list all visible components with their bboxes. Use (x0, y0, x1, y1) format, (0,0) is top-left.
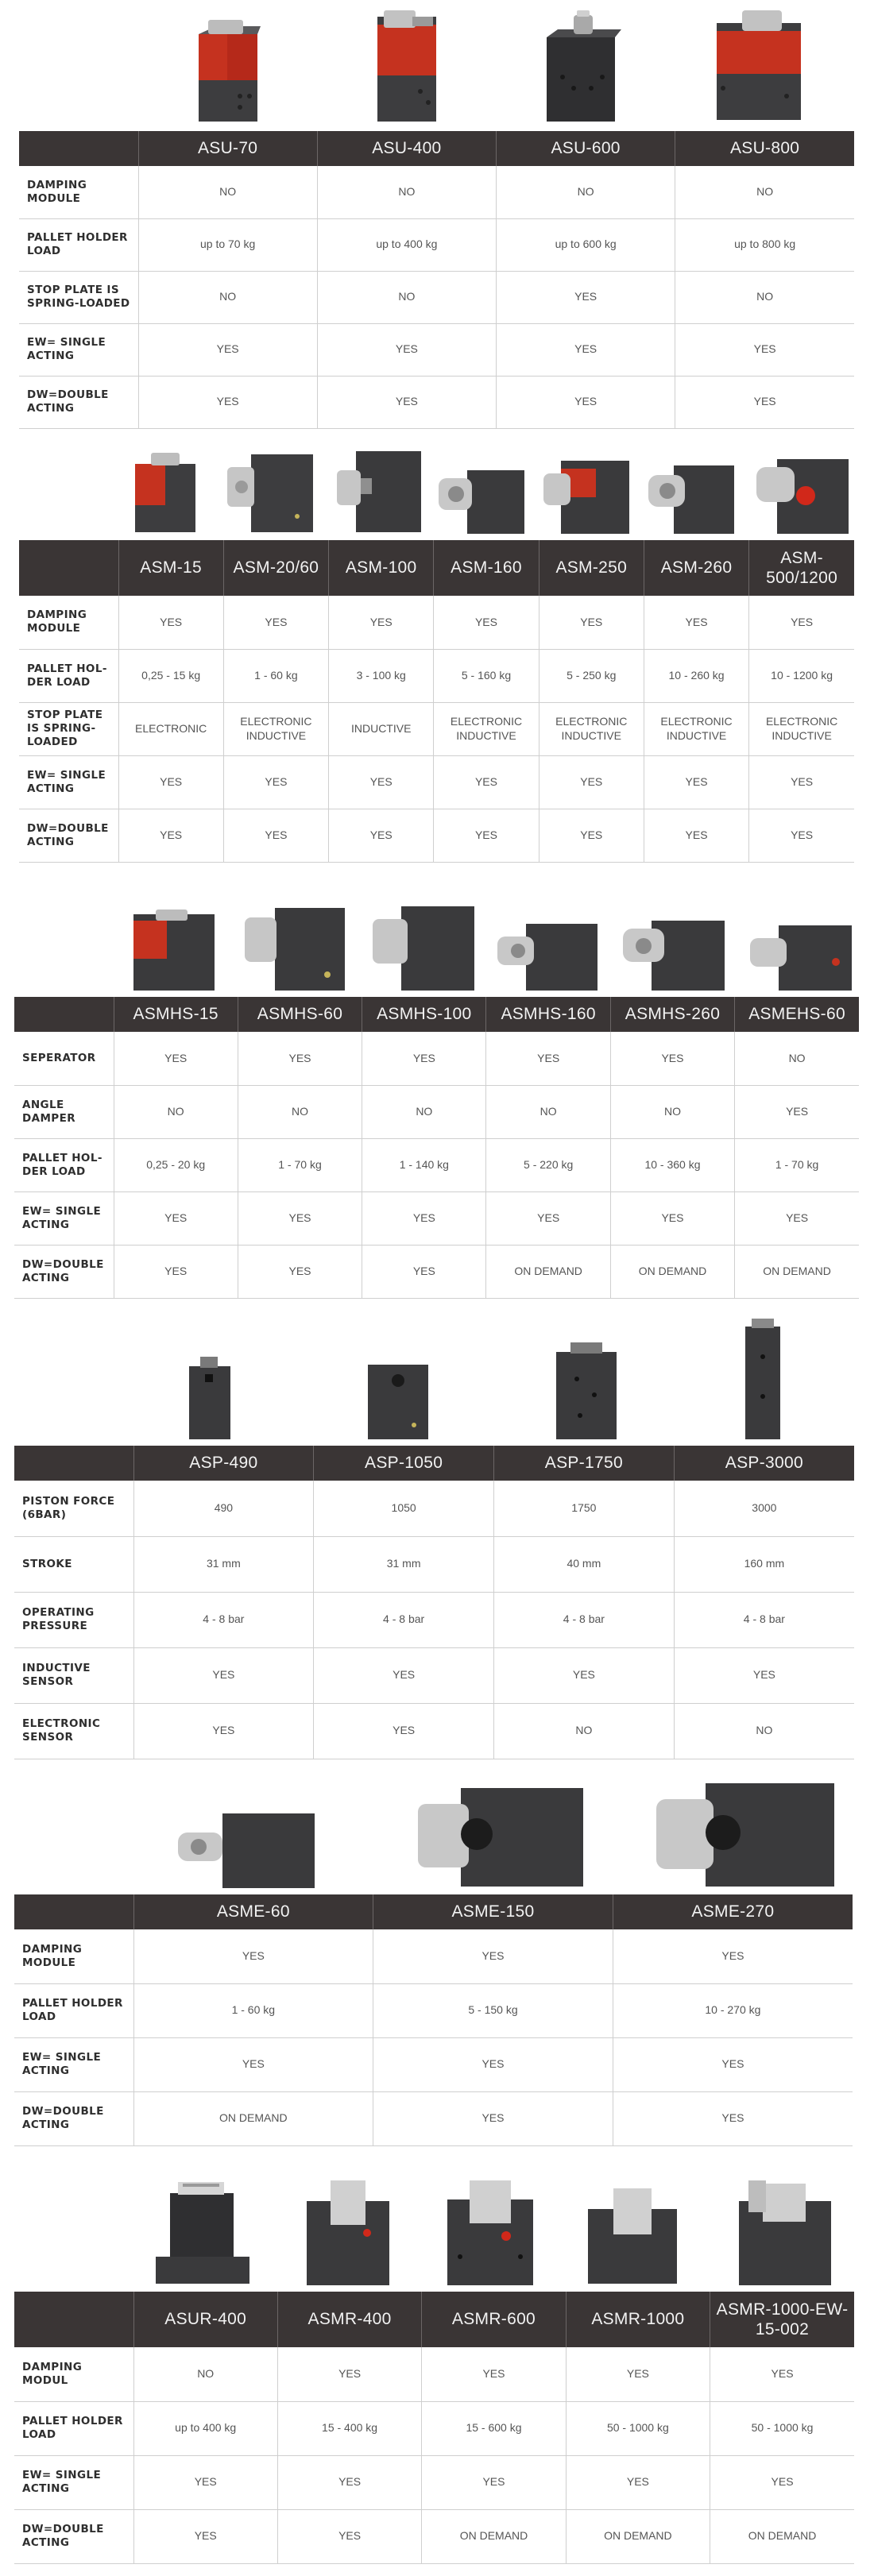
column-header: ASP-1750 (494, 1446, 675, 1481)
table-cell: up to 600 kg (497, 218, 675, 271)
product-images-asme (0, 1763, 874, 1894)
table-cell: 3 - 100 kg (329, 649, 434, 702)
product-image-asme-150 (413, 1782, 588, 1891)
product-image-asmhs-60 (240, 898, 348, 994)
table-cell: YES (133, 2455, 277, 2509)
table-cell: 5 - 220 kg (486, 1138, 610, 1191)
table-cell: 10 - 1200 kg (749, 649, 854, 702)
table-cell: YES (329, 809, 434, 862)
table-cell: up to 70 kg (138, 218, 317, 271)
table-cell: YES (277, 2455, 421, 2509)
column-header: ASME-150 (373, 1894, 613, 1929)
table-cell: YES (362, 1032, 486, 1085)
table-cell: YES (422, 2455, 566, 2509)
table-cell: YES (223, 596, 328, 649)
table-cell: 1 - 140 kg (362, 1138, 486, 1191)
table-cell: 15 - 600 kg (422, 2401, 566, 2455)
table-cell: YES (114, 1191, 238, 1245)
table-cell: 50 - 1000 kg (566, 2401, 710, 2455)
row-label: DW=DOUBLE ACTING (19, 376, 138, 428)
table-header-row (14, 2292, 854, 2347)
table-cell: ELECTRONIC INDUCTIVE (644, 702, 748, 755)
table-cell: YES (238, 1245, 362, 1298)
table-cell: YES (223, 809, 328, 862)
table-row (14, 2091, 853, 2145)
table-cell: NO (133, 2347, 277, 2401)
table-header-row (19, 131, 854, 166)
table-cell: NO (138, 166, 317, 218)
product-image-asm-250 (540, 450, 634, 537)
table-cell: 5 - 160 kg (434, 649, 539, 702)
product-image-asp-1050 (362, 1354, 433, 1442)
row-label: DW=DOUBLE ACTING (14, 2091, 133, 2145)
table-cell: YES (644, 809, 748, 862)
header-corner (14, 1894, 133, 1929)
column-header: ASMR-1000-EW-15-002 (710, 2292, 854, 2347)
table-cell: YES (133, 1929, 373, 1983)
table-cell: ON DEMAND (486, 1245, 610, 1298)
column-header: ASU-400 (317, 131, 496, 166)
table-cell: NO (317, 271, 496, 323)
table-cell: NO (317, 166, 496, 218)
table-row (19, 323, 854, 376)
table-cell: 40 mm (494, 1536, 675, 1592)
table-row (14, 1703, 854, 1759)
table-cell: YES (114, 1245, 238, 1298)
product-image-asmehs-60 (747, 914, 855, 994)
table-cell: 4 - 8 bar (314, 1592, 494, 1647)
product-image-asm-260 (645, 454, 739, 537)
table-cell: YES (644, 596, 748, 649)
table-cell: NO (674, 1703, 854, 1759)
column-header: ASUR-400 (133, 2292, 277, 2347)
product-image-asur-400 (151, 2177, 254, 2288)
table-cell: 490 (133, 1481, 314, 1536)
row-label: OPERATING PRESSURE (14, 1592, 133, 1647)
product-images-asp (0, 1319, 874, 1446)
table-cell: up to 400 kg (317, 218, 496, 271)
row-label: EW= SINGLE ACTING (14, 2037, 133, 2091)
table-header-row (14, 997, 859, 1032)
section-asp (0, 1319, 874, 1763)
column-header: ASP-490 (133, 1446, 314, 1481)
table-cell: YES (749, 755, 854, 809)
row-label: DW=DOUBLE ACTING (14, 2509, 133, 2563)
table-row (14, 1245, 859, 1298)
table-cell: YES (373, 1929, 613, 1983)
table-cell: YES (566, 2455, 710, 2509)
row-label: DAMPING MODUL (14, 2347, 133, 2401)
product-images-asu (0, 0, 874, 131)
table-cell: YES (610, 1191, 734, 1245)
table-row (14, 2509, 854, 2563)
column-header: ASMHS-160 (486, 997, 610, 1032)
column-header: ASMHS-60 (238, 997, 362, 1032)
product-image-asm-15 (127, 450, 207, 537)
table-cell: 1750 (494, 1481, 675, 1536)
product-image-asm-100 (332, 443, 426, 537)
row-label: STOP PLATE IS SPRING-LOADED (19, 271, 138, 323)
table-cell: NO (114, 1085, 238, 1138)
row-label: PALLET HOLDER LOAD (14, 2401, 133, 2455)
spec-table-asm (19, 540, 854, 863)
table-cell: YES (238, 1191, 362, 1245)
column-header: ASM-500/1200 (749, 540, 854, 596)
table-cell: 31 mm (314, 1536, 494, 1592)
product-image-asmr-400 (300, 2177, 396, 2288)
product-image-asmhs-100 (369, 898, 478, 994)
table-cell: YES (610, 1032, 734, 1085)
row-label: DAMPING MODULE (19, 596, 118, 649)
table-cell: ON DEMAND (610, 1245, 734, 1298)
table-cell: YES (133, 2037, 373, 2091)
table-cell: YES (735, 1191, 859, 1245)
table-cell: ELECTRONIC INDUCTIVE (539, 702, 644, 755)
header-corner (19, 540, 118, 596)
product-image-asm-20-60 (224, 443, 318, 537)
table-cell: NO (675, 271, 854, 323)
table-row (19, 376, 854, 428)
table-cell: 10 - 270 kg (613, 1983, 853, 2037)
table-cell: YES (314, 1647, 494, 1703)
column-header: ASMHS-15 (114, 997, 238, 1032)
table-cell: YES (539, 809, 644, 862)
column-header: ASME-270 (613, 1894, 853, 1929)
table-cell: YES (223, 755, 328, 809)
table-cell: YES (749, 596, 854, 649)
product-image-asu-400 (365, 9, 452, 128)
table-row (19, 166, 854, 218)
table-row (14, 1191, 859, 1245)
product-image-asp-490 (181, 1354, 237, 1442)
table-cell: YES (133, 1647, 314, 1703)
table-header-row (14, 1446, 854, 1481)
table-cell: YES (362, 1245, 486, 1298)
table-cell: YES (735, 1085, 859, 1138)
table-cell: YES (497, 323, 675, 376)
row-label: EW= SINGLE ACTING (19, 323, 138, 376)
table-header-row (14, 1894, 853, 1929)
table-cell: INDUCTIVE (329, 702, 434, 755)
table-row (14, 2037, 853, 2091)
row-label: STROKE (14, 1536, 133, 1592)
table-cell: YES (674, 1647, 854, 1703)
table-cell: YES (373, 2037, 613, 2091)
section-asmhs (0, 878, 874, 1319)
table-cell: ELECTRONIC INDUCTIVE (749, 702, 854, 755)
table-row (14, 1536, 854, 1592)
row-label: STOP PLATE IS SPRING-LOADED (19, 702, 118, 755)
column-header: ASM-160 (434, 540, 539, 596)
table-cell: YES (362, 1191, 486, 1245)
table-cell: ON DEMAND (710, 2509, 854, 2563)
table-cell: YES (675, 376, 854, 428)
section-asm (0, 433, 874, 878)
table-cell: ON DEMAND (133, 2091, 373, 2145)
product-image-asmr-1000 (582, 2185, 683, 2288)
table-row (14, 1138, 859, 1191)
table-cell: YES (486, 1191, 610, 1245)
spec-table-asme (14, 1894, 853, 2146)
table-row (19, 755, 854, 809)
product-images-asmr (0, 2145, 874, 2292)
product-image-asmhs-15 (126, 905, 221, 994)
table-cell: NO (675, 166, 854, 218)
table-row (14, 2401, 854, 2455)
product-image-asmr-600 (441, 2177, 539, 2288)
table-row (19, 649, 854, 702)
spec-table-asmhs (14, 997, 859, 1299)
table-row (14, 1647, 854, 1703)
product-image-asmhs-160 (494, 914, 602, 994)
row-label: PISTON FORCE (6BAR) (14, 1481, 133, 1536)
table-cell: 10 - 360 kg (610, 1138, 734, 1191)
column-header: ASME-60 (133, 1894, 373, 1929)
table-cell: 10 - 260 kg (644, 649, 748, 702)
table-cell: YES (314, 1703, 494, 1759)
table-cell: YES (613, 2037, 853, 2091)
product-image-asp-1750 (548, 1339, 623, 1442)
table-cell: YES (133, 1703, 314, 1759)
column-header: ASM-260 (644, 540, 748, 596)
column-header: ASM-100 (329, 540, 434, 596)
table-cell: YES (497, 271, 675, 323)
table-cell: ELECTRONIC INDUCTIVE (434, 702, 539, 755)
column-header: ASP-3000 (674, 1446, 854, 1481)
table-cell: YES (434, 809, 539, 862)
table-cell: YES (114, 1032, 238, 1085)
table-cell: YES (373, 2091, 613, 2145)
section-asmr (0, 2145, 874, 2576)
column-header: ASMR-1000 (566, 2292, 710, 2347)
table-row (19, 702, 854, 755)
table-cell: YES (118, 809, 223, 862)
product-images-asm (0, 433, 874, 540)
table-cell: YES (277, 2509, 421, 2563)
product-image-asp-3000 (739, 1317, 787, 1442)
row-label: SEPERATOR (14, 1032, 114, 1085)
table-cell: YES (486, 1032, 610, 1085)
column-header: ASMEHS-60 (735, 997, 859, 1032)
table-cell: NO (238, 1085, 362, 1138)
table-cell: YES (238, 1032, 362, 1085)
product-image-asme-270 (652, 1777, 839, 1891)
product-image-asmr-1000-ew-15-002 (731, 2177, 839, 2288)
table-row (14, 1085, 859, 1138)
table-row (19, 271, 854, 323)
table-cell: ON DEMAND (735, 1245, 859, 1298)
header-corner (14, 1446, 133, 1481)
table-cell: 0,25 - 20 kg (114, 1138, 238, 1191)
table-cell: YES (613, 1929, 853, 1983)
table-cell: YES (539, 755, 644, 809)
table-cell: ELECTRONIC (118, 702, 223, 755)
table-cell: 1 - 60 kg (223, 649, 328, 702)
table-cell: 5 - 150 kg (373, 1983, 613, 2037)
row-label: DW=DOUBLE ACTING (19, 809, 118, 862)
table-cell: YES (494, 1647, 675, 1703)
table-cell: ON DEMAND (422, 2509, 566, 2563)
product-image-asm-500-1200 (753, 448, 852, 537)
column-header: ASM-250 (539, 540, 644, 596)
row-label: DAMPING MODULE (14, 1929, 133, 1983)
section-asme (0, 1763, 874, 2145)
column-header: ASMR-400 (277, 2292, 421, 2347)
spec-table-asp (14, 1446, 854, 1759)
table-cell: YES (566, 2347, 710, 2401)
row-label: PALLET HOLDER LOAD (14, 1983, 133, 2037)
column-header: ASU-800 (675, 131, 854, 166)
product-image-asme-60 (175, 1804, 318, 1891)
table-row (19, 596, 854, 649)
table-cell: YES (434, 596, 539, 649)
table-cell: YES (749, 809, 854, 862)
row-label: INDUCTIVE SENSOR (14, 1647, 133, 1703)
table-cell: YES (613, 2091, 853, 2145)
header-corner (14, 2292, 133, 2347)
table-cell: 3000 (674, 1481, 854, 1536)
column-header: ASM-15 (118, 540, 223, 596)
row-label: EW= SINGLE ACTING (14, 2455, 133, 2509)
table-cell: NO (610, 1085, 734, 1138)
table-cell: NO (497, 166, 675, 218)
row-label: ANGLE DAMPER (14, 1085, 114, 1138)
table-cell: 4 - 8 bar (133, 1592, 314, 1647)
column-header: ASM-20/60 (223, 540, 328, 596)
header-corner (14, 997, 114, 1032)
table-cell: YES (133, 2509, 277, 2563)
table-row (14, 1032, 859, 1085)
column-header: ASMHS-100 (362, 997, 486, 1032)
product-image-asmhs-260 (620, 911, 728, 994)
row-label: PALLET HOL-DER LOAD (14, 1138, 114, 1191)
row-label: PALLET HOLDER LOAD (19, 218, 138, 271)
table-row (14, 1592, 854, 1647)
section-asu (0, 0, 874, 433)
column-header: ASP-1050 (314, 1446, 494, 1481)
table-row (14, 2455, 854, 2509)
table-cell: YES (422, 2347, 566, 2401)
table-cell: YES (710, 2347, 854, 2401)
spec-table-asu (19, 131, 854, 429)
row-label: PALLET HOL-DER LOAD (19, 649, 118, 702)
table-cell: NO (138, 271, 317, 323)
table-cell: 1050 (314, 1481, 494, 1536)
table-header-row (19, 540, 854, 596)
product-image-asm-160 (435, 458, 529, 537)
table-cell: 50 - 1000 kg (710, 2401, 854, 2455)
table-cell: 1 - 60 kg (133, 1983, 373, 2037)
table-row (14, 1983, 853, 2037)
table-cell: YES (329, 755, 434, 809)
table-cell: YES (434, 755, 539, 809)
product-images-asmhs (0, 878, 874, 997)
table-cell: YES (710, 2455, 854, 2509)
table-cell: YES (644, 755, 748, 809)
table-cell: YES (675, 323, 854, 376)
table-cell: YES (138, 323, 317, 376)
spec-table-asmr (14, 2292, 854, 2564)
table-row (14, 2347, 854, 2401)
table-cell: 0,25 - 15 kg (118, 649, 223, 702)
table-cell: 4 - 8 bar (494, 1592, 675, 1647)
row-label: ELECTRONIC SENSOR (14, 1703, 133, 1759)
table-cell: ELECTRONIC INDUCTIVE (223, 702, 328, 755)
table-cell: YES (118, 596, 223, 649)
column-header: ASU-600 (497, 131, 675, 166)
table-cell: 5 - 250 kg (539, 649, 644, 702)
table-cell: 15 - 400 kg (277, 2401, 421, 2455)
table-cell: 160 mm (674, 1536, 854, 1592)
table-cell: YES (329, 596, 434, 649)
table-cell: YES (497, 376, 675, 428)
table-cell: YES (138, 376, 317, 428)
table-cell: YES (317, 323, 496, 376)
row-label: EW= SINGLE ACTING (19, 755, 118, 809)
table-cell: up to 400 kg (133, 2401, 277, 2455)
table-cell: NO (362, 1085, 486, 1138)
table-cell: 31 mm (133, 1536, 314, 1592)
table-cell: YES (277, 2347, 421, 2401)
row-label: DAMPING MODULE (19, 166, 138, 218)
row-label: DW=DOUBLE ACTING (14, 1245, 114, 1298)
product-image-asu-70 (184, 17, 272, 128)
table-row (14, 1481, 854, 1536)
row-label: EW= SINGLE ACTING (14, 1191, 114, 1245)
table-cell: 4 - 8 bar (674, 1592, 854, 1647)
table-cell: 1 - 70 kg (735, 1138, 859, 1191)
table-cell: up to 800 kg (675, 218, 854, 271)
table-cell: 1 - 70 kg (238, 1138, 362, 1191)
table-cell: ON DEMAND (566, 2509, 710, 2563)
table-cell: NO (486, 1085, 610, 1138)
product-image-asu-600 (539, 9, 626, 128)
table-cell: NO (494, 1703, 675, 1759)
table-cell: YES (317, 376, 496, 428)
table-row (14, 1929, 853, 1983)
product-image-asu-800 (707, 9, 810, 128)
column-header: ASMR-600 (422, 2292, 566, 2347)
column-header: ASMHS-260 (610, 997, 734, 1032)
table-row (19, 809, 854, 862)
column-header: ASU-70 (138, 131, 317, 166)
table-cell: YES (539, 596, 644, 649)
table-cell: YES (118, 755, 223, 809)
table-row (19, 218, 854, 271)
header-corner (19, 131, 138, 166)
table-cell: NO (735, 1032, 859, 1085)
